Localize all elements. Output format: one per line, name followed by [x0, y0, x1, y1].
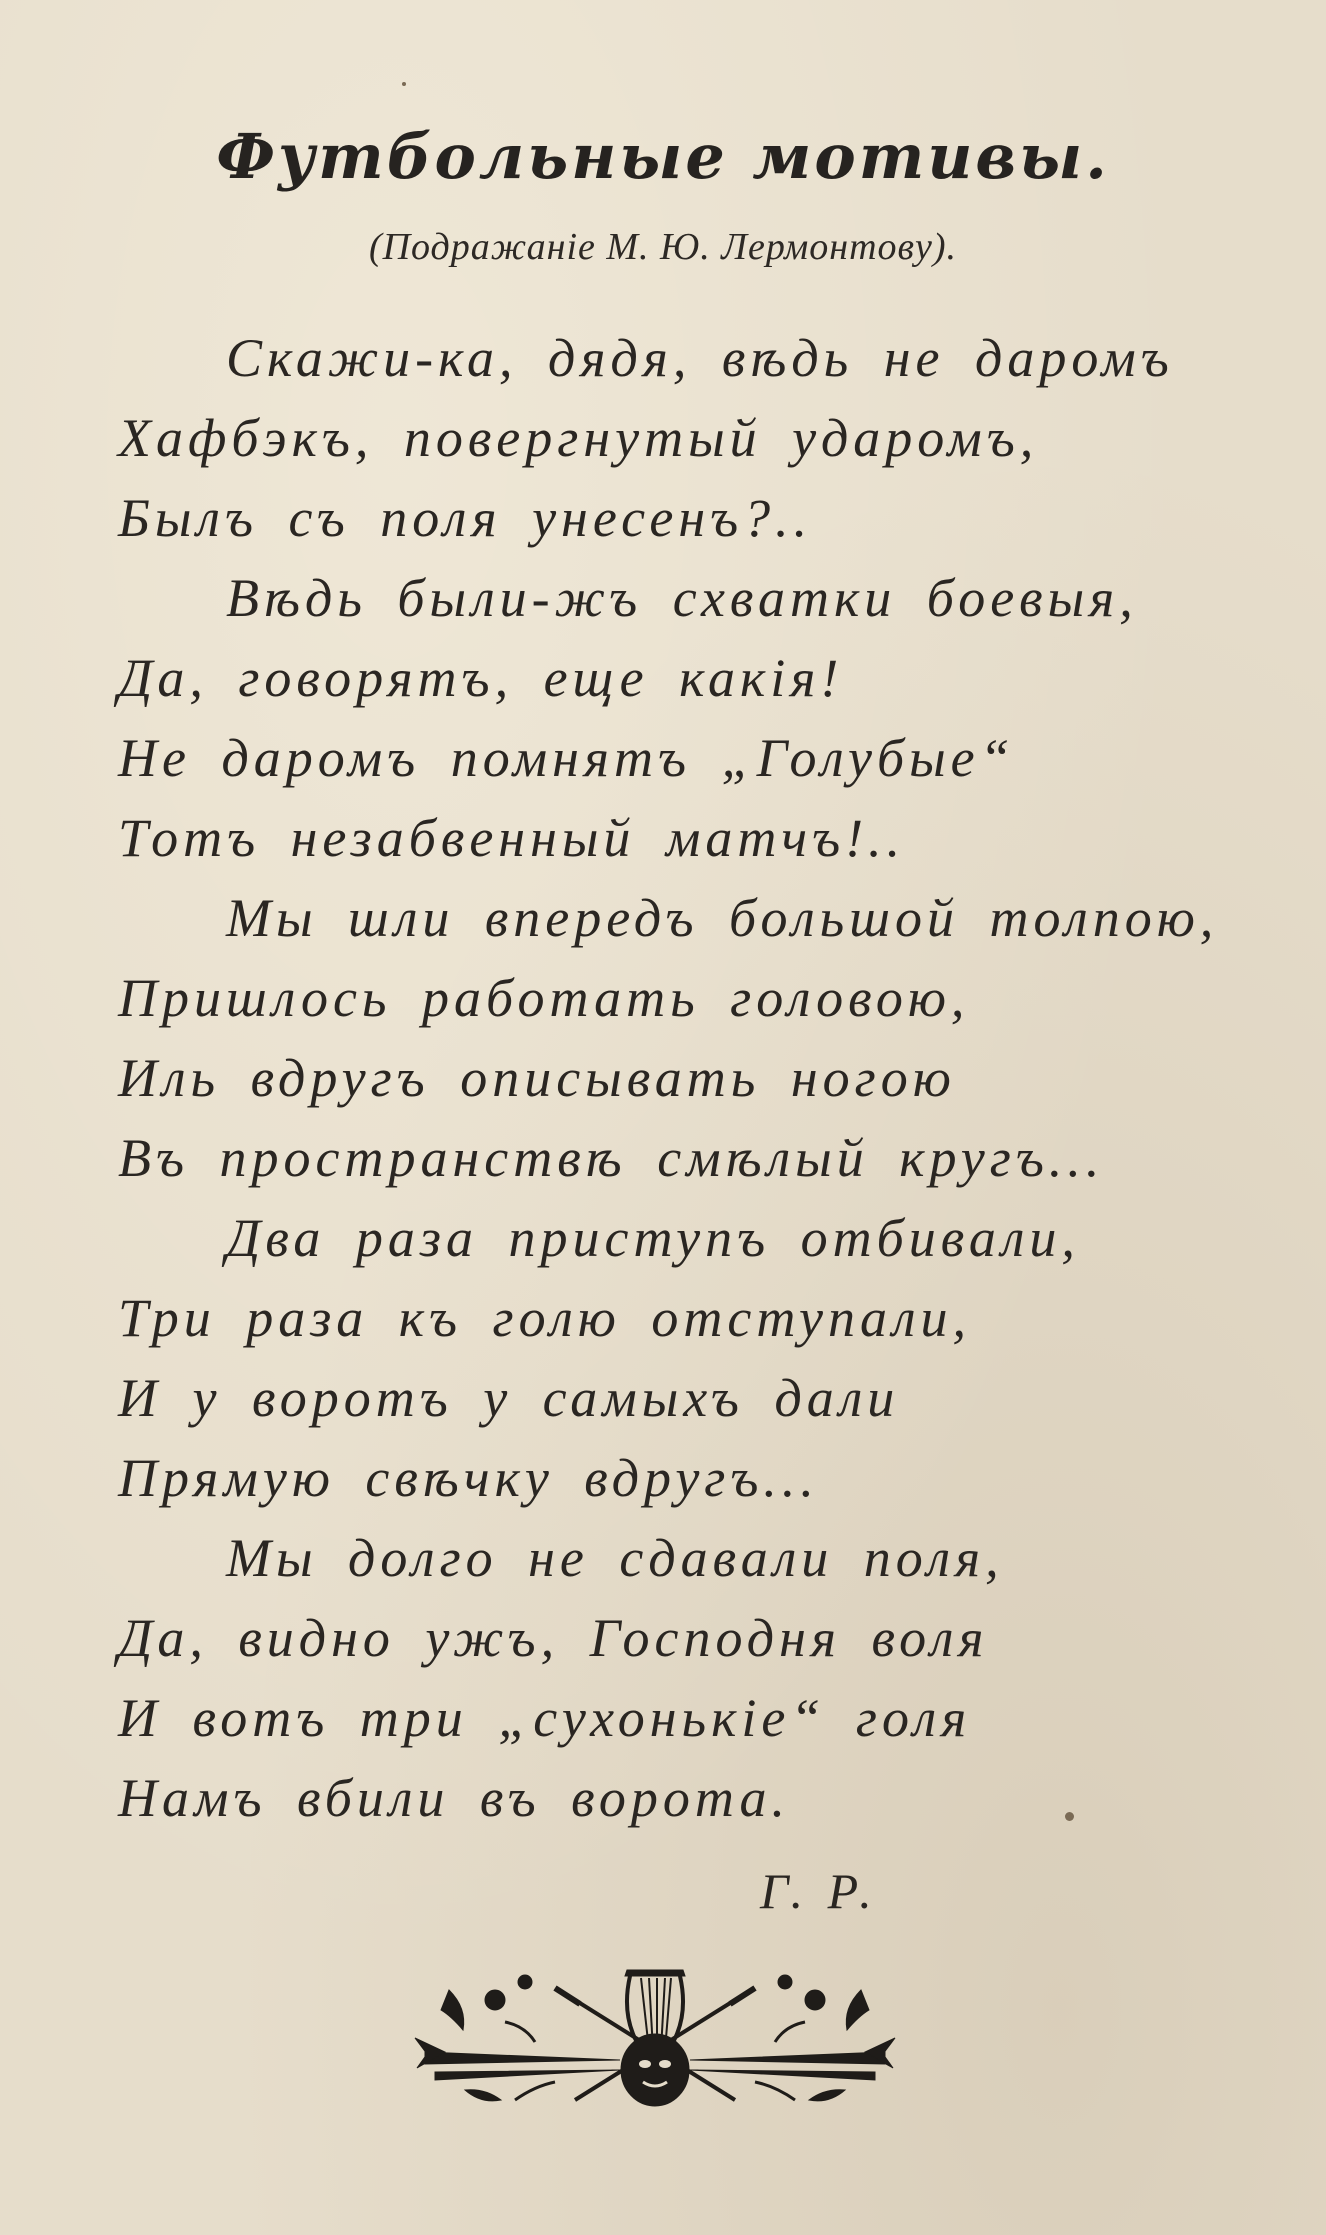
poem-line: Хафбэкъ, повергнутый ударомъ, — [118, 408, 1039, 468]
poem-line: Былъ съ поля унесенъ?.. — [118, 488, 813, 548]
poem-line: Въ пространствѣ смѣлый кругъ... — [118, 1128, 1105, 1188]
poem-line: И вотъ три „сухонькіе“ голя — [118, 1688, 972, 1748]
poem-line: Иль вдругъ описывать ногою — [118, 1048, 956, 1108]
poem-line: Три раза къ голю отступали, — [118, 1288, 972, 1348]
poem-line: Мы шли впередъ большой толпою, — [226, 888, 1219, 948]
poem-line: Тотъ незабвенный матчъ!.. — [118, 808, 906, 868]
poem-line: Пришлось работать головою, — [118, 968, 970, 1028]
poem-line: Да, видно ужъ, Господня воля — [118, 1608, 989, 1668]
poem-line: И у воротъ у самыхъ дали — [118, 1368, 900, 1428]
poem-title: Футбольные мотивы. — [216, 120, 1110, 193]
poem-line: Мы долго не сдавали поля, — [226, 1528, 1004, 1588]
poem-body — [118, 318, 1268, 1838]
poem-line: Да, говорятъ, еще какія! — [118, 648, 844, 708]
author-signature: Г. Р. — [760, 1863, 878, 1919]
poem-line: Не даромъ помнятъ „Голубые“ — [118, 728, 1015, 788]
poem-line: Два раза приступъ отбивали, — [226, 1208, 1080, 1268]
paper-speck — [402, 82, 406, 86]
poem-subtitle: (Подражаніе М. Ю. Лермонтову). — [368, 226, 958, 268]
poem-line: Вѣдь были-жъ схватки боевыя, — [226, 568, 1138, 628]
poem-line: Прямую свѣчку вдругъ... — [118, 1448, 819, 1508]
poem-line: Скажи-ка, дядя, вѣдь не даромъ — [226, 328, 1174, 388]
lyre-with-flowers-ornament-icon — [405, 1960, 905, 2120]
poem-line: Намъ вбили въ ворота. — [118, 1768, 791, 1828]
paper-speck — [1065, 1812, 1074, 1821]
